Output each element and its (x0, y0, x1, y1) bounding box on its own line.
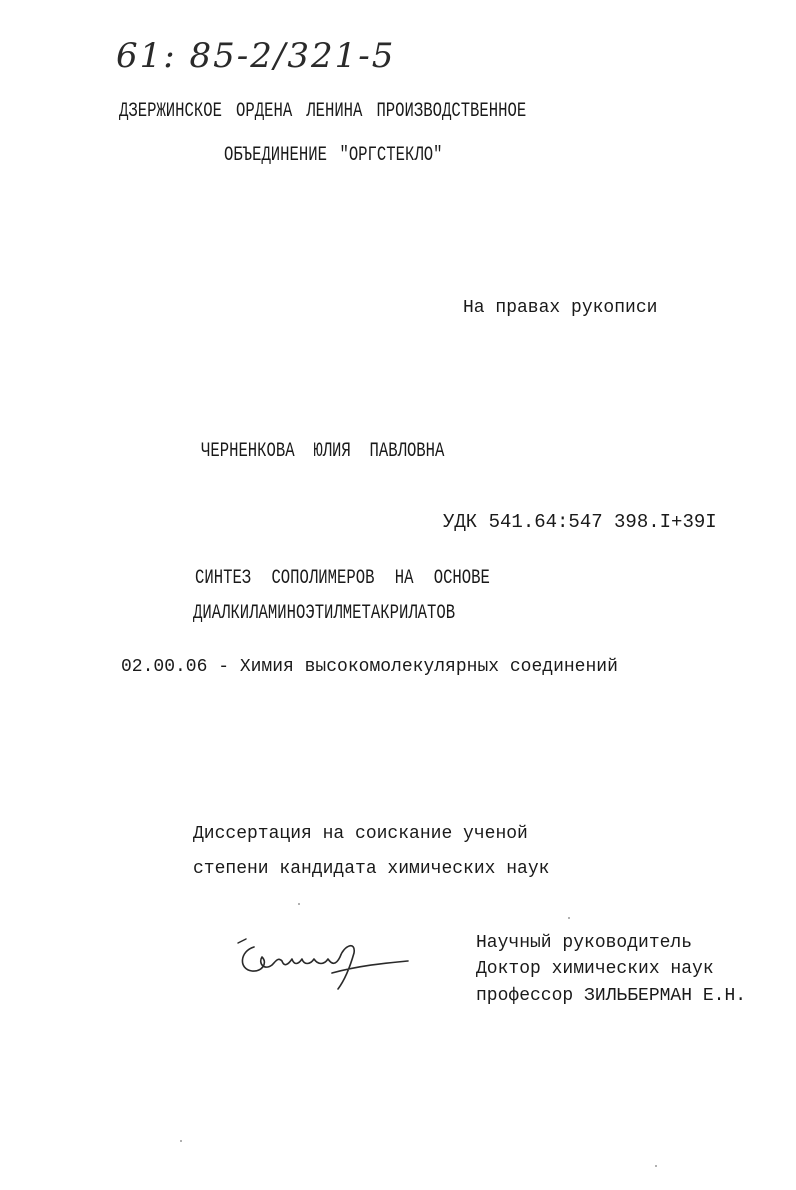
paper-speck (655, 1165, 657, 1167)
title-line-2: ДИАЛКИЛАМИНОЭТИЛМЕТАКРИЛАТОВ (193, 602, 456, 625)
dissertation-line-2: степени кандидата химических наук (193, 859, 550, 879)
dissertation-line-1: Диссертация на соискание ученой (193, 824, 528, 844)
specialty: 02.00.06 - Химия высокомолекулярных соединений (121, 657, 618, 677)
paper-speck (568, 917, 570, 919)
paper-speck (298, 903, 300, 905)
udk-code: УДК 541.64:547 398.I+39I (443, 511, 717, 533)
organization-line-2: ОБЪЕДИНЕНИЕ "ОРГСТЕКЛО" (224, 144, 443, 167)
organization-line-1: ДЗЕРЖИНСКОЕ ОРДЕНА ЛЕНИНА ПРОИЗВОДСТВЕННОЕ (119, 100, 527, 123)
supervisor-line-3: профессор ЗИЛЬБЕРМАН Е.Н. (476, 986, 747, 1006)
supervisor-line-1: Научный руководитель (476, 933, 693, 953)
manuscript-rights: На правах рукописи (463, 298, 658, 318)
author-signature (232, 935, 417, 995)
paper-speck (180, 1140, 182, 1142)
author-name: ЧЕРНЕНКОВА ЮЛИЯ ПАВЛОВНА (201, 440, 445, 463)
supervisor-line-2: Доктор химических наук (476, 959, 714, 979)
title-line-1: СИНТЕЗ СОПОЛИМЕРОВ НА ОСНОВЕ (195, 567, 490, 590)
archive-code-handwritten: 61: 85-2/321-5 (116, 36, 396, 76)
